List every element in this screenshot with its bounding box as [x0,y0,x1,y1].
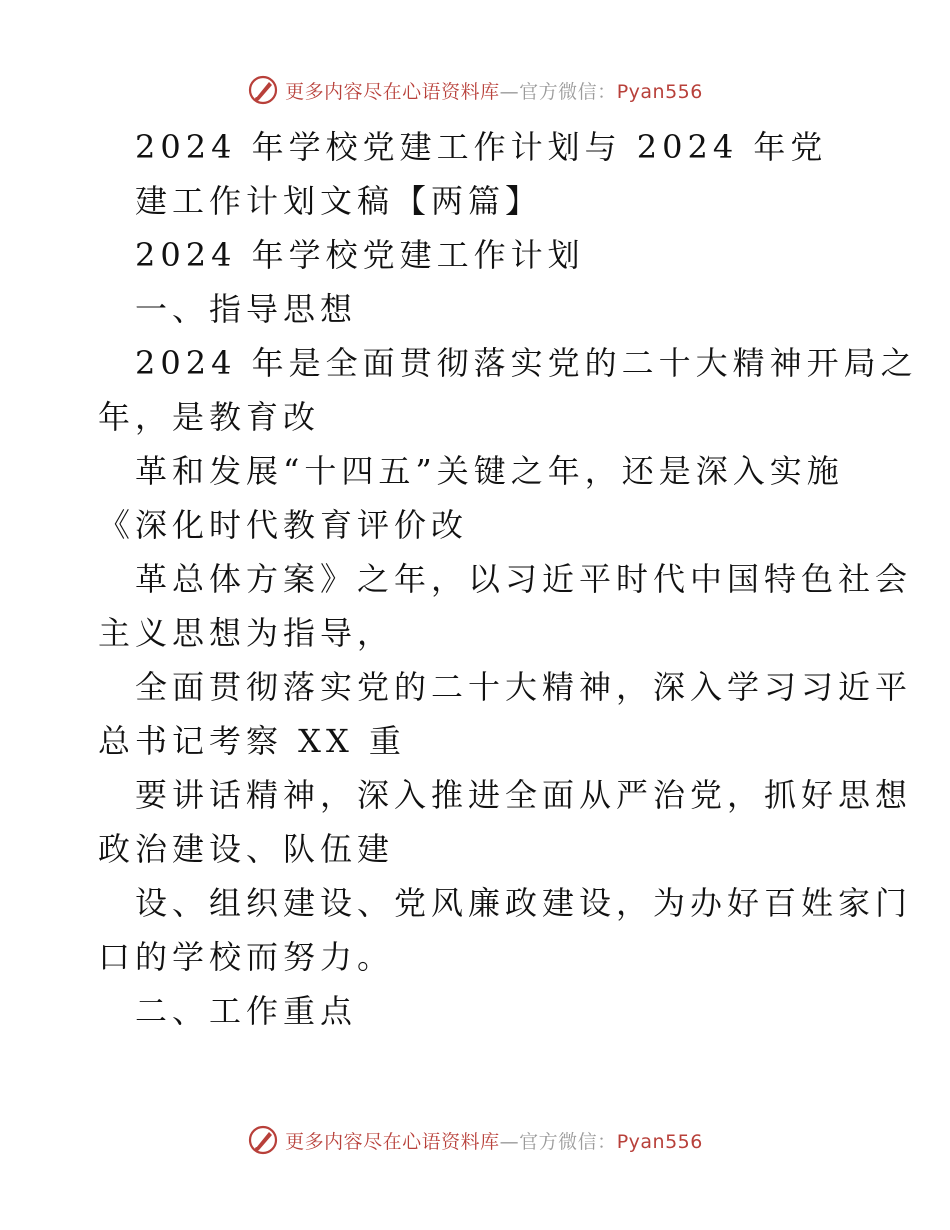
paragraph-line: 设、组织建设、党风廉政建设，为办好百姓家门 [135,884,913,922]
header-banner-sep: —官方微信： [499,80,617,103]
header-banner-id: Pyan556 [616,80,703,103]
document-body [98,120,918,1038]
quill-pen-circle-icon [247,1124,279,1156]
paragraph-line: 总书记考察 XX 重 [98,722,406,760]
document-title-line-2: 建工作计划文稿【两篇】 [135,182,543,220]
paragraph-line: 全面贯彻落实党的二十大精神，深入学习习近平 [135,668,913,706]
document-subtitle: 2024 年学校党建工作计划 [135,236,585,274]
paragraph-line: 《深化时代教育评价改 [98,506,469,544]
header-banner-text [285,77,703,104]
footer-banner-text [285,1127,703,1154]
paragraph-line: 政治建设、队伍建 [98,830,395,868]
paragraph-line: 主义思想为指导， [98,614,395,652]
section-heading-2: 二、工作重点 [135,992,358,1030]
paragraph-line: 革和发展“十四五”关键之年，还是深入实施 [135,452,844,490]
section-heading-1: 一、指导思想 [135,290,358,328]
footer-banner-sep: —官方微信： [499,1130,617,1153]
header-banner [0,70,950,110]
footer-banner [0,1120,950,1160]
paragraph-line: 要讲话精神，深入推进全面从严治党，抓好思想 [135,776,913,814]
document-title-line-1: 2024 年学校党建工作计划与 2024 年党 [135,128,828,166]
paragraph-line: 2024 年是全面贯彻落实党的二十大精神开局之 [135,344,918,382]
paragraph-line: 口的学校而努力。 [98,938,395,976]
footer-banner-id: Pyan556 [616,1130,703,1153]
paragraph-line: 革总体方案》之年，以习近平时代中国特色社会 [135,560,913,598]
paragraph-line: 年，是教育改 [98,398,321,436]
footer-banner-main: 更多内容尽在心语资料库 [285,1130,500,1153]
quill-pen-circle-icon [247,74,279,106]
header-banner-main: 更多内容尽在心语资料库 [285,80,500,103]
